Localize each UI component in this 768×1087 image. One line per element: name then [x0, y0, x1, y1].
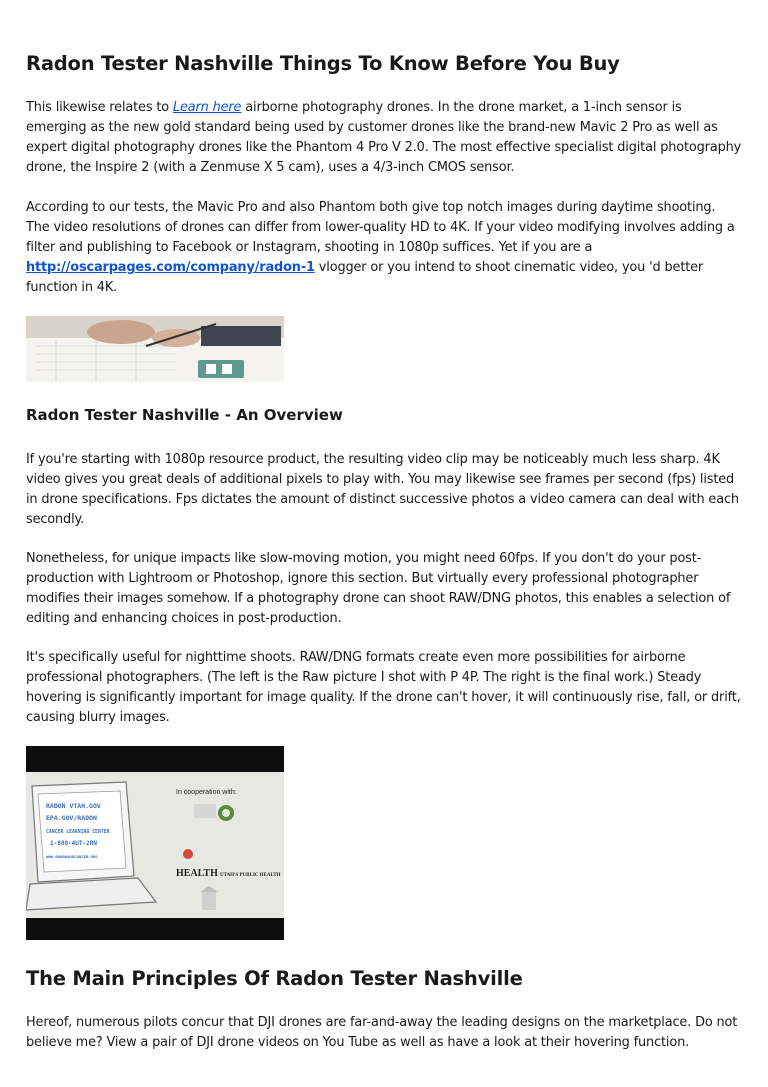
paragraph-1 [26, 98, 742, 178]
paragraph-2-text-a: According to our tests, the Mavic Pro and also Phantom both give top notch images during daytime shooting. The video resolutions of drones can differ from lower-quality HD to 4K. If your video modifying involves adding a filter and publishing to Facebook or Instagram, shooting in 1080p suffices. Yet if you are a [26, 200, 735, 255]
section-heading-overview: Radon Tester Nashville - An Overview [26, 406, 343, 424]
paragraph-3: If you're starting with 1080p resource product, the resulting video clip may be noticeably much less sharp. 4K video gives you great deals of additional pixels to play with. You may likewise see frames per second (fps) listed in drone specifications. Fps dictates the amount of distinct successive photos a video camera can deal with each secondly. [26, 452, 739, 527]
radon-video-graphic [26, 746, 284, 940]
laptop-text-1: RADON VTAH.GOV [46, 802, 101, 810]
learn-here-link[interactable]: Learn here [172, 100, 242, 115]
laptop-text-4: 1-888-4UT-2RN [50, 840, 97, 847]
blueprint-photo-graphic [26, 316, 284, 382]
paragraph-2-text-b: vlogger or you intend to shoot cinematic video, you 'd better function in 4K. [26, 260, 704, 295]
page-title: Radon Tester Nashville Things To Know Before You Buy [26, 52, 620, 75]
cooperation-label: In cooperation with: [176, 789, 237, 796]
paragraph-5: It's specifically useful for nighttime shoots. RAW/DNG formats create even more possibilities for airborne professional photographers. (The left is the Raw picture I shot with P 4P. The right is the final work.) Steady hovering is significantly important for image quality. If the drone can't hover, it will continuously rise, fall, or drift, causing blurry images. [26, 650, 741, 725]
health-logo-text: HEALTH [176, 868, 218, 879]
paragraph-4: Nonetheless, for unique impacts like slow-moving motion, you might need 60fps. If you don't do your post-production with Lightroom or Photoshop, ignore this section. But virtually every professional photographer modifies their images somehow. If a photography drone can shoot RAW/DNG photos, this enables a selection of editing and enhancing choices in post-production. [26, 551, 731, 626]
paragraph-1-text-a: This likewise relates to [26, 100, 173, 115]
public-health-logo-text: UTAH'S PUBLIC HEALTH [220, 873, 281, 878]
paragraph-2 [26, 198, 742, 298]
paragraph-6: Hereof, numerous pilots concur that DJI drones are far-and-away the leading designs on the marketplace. Do not believe me? View a pair of DJI drone videos on You Tube as well as have a look at their hovering function. [26, 1015, 738, 1050]
laptop-text-2: EPA.GOV/RADON [46, 814, 97, 822]
laptop-text-3: CANCER LEARNING CENTER [46, 830, 110, 835]
laptop-text-5: WWW.RADONANDCANCER.ORG [46, 854, 98, 859]
paragraph-1-text-b: airborne photography drones. In the drone market, a 1-inch sensor is emerging as the new gold standard being used by customer drones like the brand-new Mavic 2 Pro as well as expert digital photography drones like the Phantom 4 Pro V 2.0. The most effective specialist digital photography drone, the Inspire 2 (with a Zenmuse X 5 cam), uses a 4/3-inch CMOS sensor. [26, 100, 742, 175]
oscarpages-link[interactable]: http://oscarpages.com/company/radon-1 [26, 260, 315, 275]
blueprint-photo [26, 316, 284, 382]
radon-video-still [26, 746, 284, 940]
section-heading-principles: The Main Principles Of Radon Tester Nashville [26, 967, 523, 990]
